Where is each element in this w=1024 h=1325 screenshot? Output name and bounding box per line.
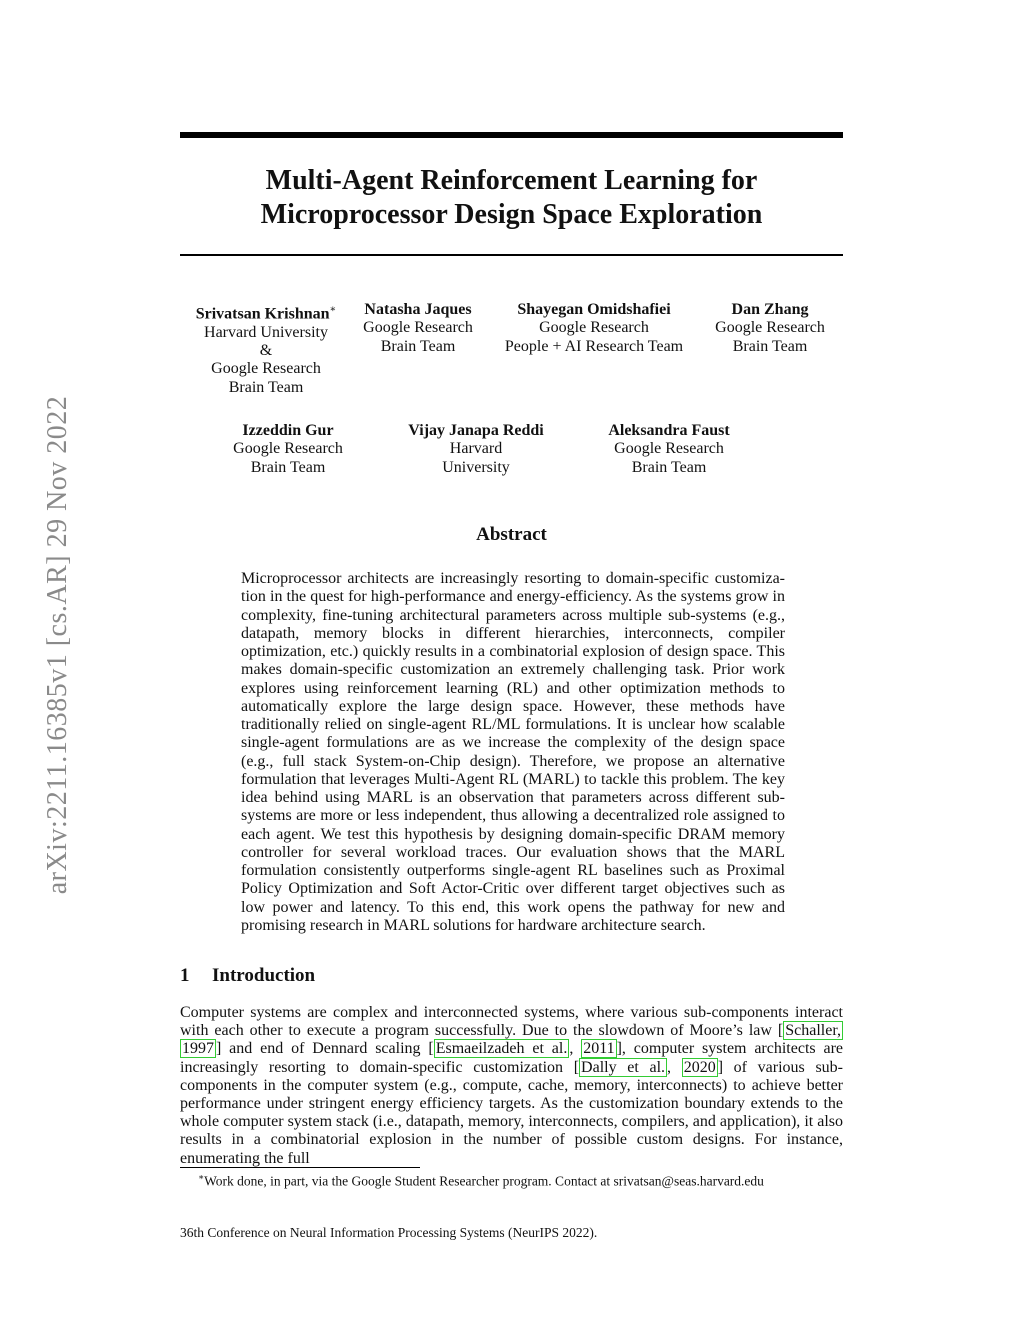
author-affiliation: Google Research	[363, 319, 473, 337]
citation-link-dally[interactable]: Dally et al.	[581, 1058, 666, 1076]
citation-link-schaller[interactable]: Schaller,	[785, 1022, 841, 1040]
author-affiliation: Google Research	[211, 360, 321, 378]
citation-link-dally-year[interactable]: 2020	[683, 1058, 716, 1076]
author-affiliation: Harvard University	[204, 323, 328, 341]
author-name: Aleksandra Faust	[608, 422, 730, 439]
author-name: Vijay Janapa Reddi	[408, 422, 544, 439]
citation-link-esmaeilzadeh[interactable]: Esmaeilzadeh et al.	[435, 1040, 568, 1058]
author-affiliation: University	[442, 458, 510, 476]
footnote	[198, 1172, 764, 1190]
author-block-reddi	[408, 422, 543, 477]
footnote-mark: ∗	[198, 1172, 205, 1182]
title-line-2: Microprocessor Design Space Exploration	[260, 199, 763, 230]
title-top-rule	[180, 132, 843, 138]
abstract-heading: Abstract	[476, 524, 547, 545]
citation-link-schaller-year[interactable]: 1997	[182, 1040, 214, 1058]
author-block-jaques	[363, 301, 473, 356]
section-title: Introduction	[212, 965, 316, 986]
section-number: 1	[180, 965, 190, 986]
intro-text: ,	[667, 1058, 682, 1076]
author-affiliation: Brain Team	[732, 337, 808, 355]
footnote-text: Work done, in part, via the Google Student Researcher program. Contact at srivatsan@seas.harvard.edu	[204, 1173, 764, 1189]
title-bottom-rule	[180, 254, 843, 256]
introduction-paragraph	[180, 1004, 843, 1168]
abstract-text: Microprocessor architects are increasingly resorting to domain-specific customization in the quest for high-performance and energy-efficiency. As the systems grow in complexity, fine-tuning architectural parameters across multiple sub-systems (e.g., datapath, memory blocks in different hierarchies, interconnects, compiler optimization, etc.) quickly results in a combinatorial explosion of design space. This makes domain-specific customization an extremely challenging task. Prior work explores using reinforcement learning (RL) and other optimization methods to automatically explore the large design space. However, these methods have traditionally relied on single-agent RL/ML formulations. It is unclear how scalable single-agent formulations are as we increase the complexity of the design space (e.g., full stack System-on-Chip design). Therefore, we propose an alternative formulation that leverages Multi-Agent RL (MARL) to tackle this problem. The key idea behind using MARL is an observation that parameters across different sub-systems are more or less independent, thus allowing a decentralized role assigned to each agent. We test this hypothesis by designing domain-specific DRAM memory controller for several workload traces. Our evaluation shows that the MARL formulation consistently outperforms single-agent RL baselines such as Proximal Policy Optimization and Soft Actor-Critic over different target objectives such as low power and latency. To this end, this work opens the pathway for new and promising research in MARL solutions for hardware architecture search.	[241, 570, 785, 934]
author-block-zhang	[715, 301, 825, 356]
author-affiliation: Brain Team	[250, 458, 326, 476]
author-name: Srivatsan Krishnan∗	[195, 304, 337, 323]
intro-text: Computer systems are complex and interconnected systems, where various sub-components interact with each other to execute a program successfully. Due to the slowdown of Moore’s law [	[180, 1004, 843, 1040]
author-block-omidshafiei	[505, 301, 683, 356]
intro-text: ] of various sub-components in the computer system (e.g., compute, cache, memory, interconnects) to achieve better performance under stringent energy efficiency targets. As the customization boundary extends to the whole computer system stack (i.e., datapath, memory, interconnects, compilers, and application), it also results in a combinatorial explosion in the number of possible custom designs. For instance, enumerating the full	[180, 1058, 844, 1167]
author-affiliation: Google Research	[539, 319, 649, 337]
author-affiliation: Brain Team	[631, 458, 707, 476]
author-affiliation: Google Research	[614, 440, 724, 458]
section-heading-introduction	[180, 965, 315, 987]
author-affiliation: Brain Team	[380, 337, 456, 355]
arxiv-identifier: arXiv:2211.16385v1 [cs.AR] 29 Nov 2022	[42, 395, 73, 895]
author-affiliation: People + AI Research Team	[504, 337, 684, 355]
title-line-1: Multi-Agent Reinforcement Learning for	[265, 165, 758, 196]
author-affiliation: Google Research	[233, 440, 343, 458]
author-block-gur	[233, 422, 343, 477]
author-name: Dan Zhang	[731, 301, 809, 318]
author-name: Natasha Jaques	[364, 301, 472, 318]
intro-text: ], computer system architects are increasingly resorting to domain-specific customization [	[180, 1040, 844, 1076]
author-name: Shayegan Omidshafiei	[517, 301, 671, 318]
citation-link-esmaeilzadeh-year[interactable]: 2011	[583, 1040, 615, 1058]
author-block-krishnan	[196, 301, 337, 397]
author-affiliation: &	[259, 341, 273, 359]
intro-text: ] and end of Dennard scaling [	[216, 1040, 434, 1058]
paper-title	[180, 164, 843, 232]
intro-text: ,	[569, 1040, 582, 1058]
footnote-rule	[180, 1167, 420, 1168]
author-affiliation: Google Research	[715, 319, 825, 337]
conference-notice: 36th Conference on Neural Information Processing Systems (NeurIPS 2022).	[180, 1225, 598, 1240]
author-affiliation: Harvard	[449, 440, 503, 458]
author-name: Izzeddin Gur	[242, 422, 334, 439]
author-affiliation: Brain Team	[228, 378, 304, 396]
author-block-faust	[608, 422, 729, 477]
